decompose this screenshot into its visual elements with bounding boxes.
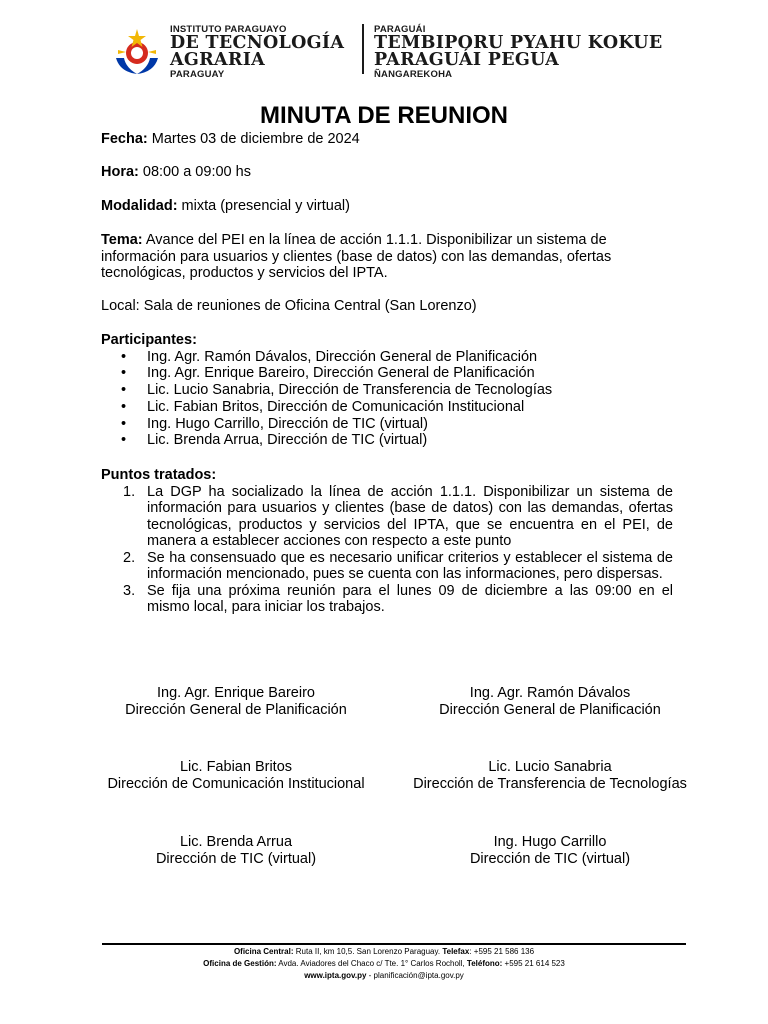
institute-name-line1: DE TECNOLOGÍA <box>170 33 345 53</box>
footer-website-link[interactable]: www.ipta.gov.py <box>304 971 367 980</box>
point-number: 2. <box>123 549 136 566</box>
modalidad-field <box>101 198 673 215</box>
point-number: 1. <box>123 483 136 500</box>
local-text: Local: Sala de reuniones de Oficina Central (San Lorenzo) <box>101 298 477 314</box>
document-title: MINUTA DE REUNION <box>260 102 508 129</box>
hora-label: Hora: <box>101 164 139 180</box>
footer-email-link[interactable]: planificación@ipta.gov.py <box>373 971 464 980</box>
signature-dept: Dirección General de Planificación <box>439 702 661 718</box>
participants-heading: Participantes: <box>101 332 197 348</box>
modalidad-value: mixta (presencial y virtual) <box>177 198 350 214</box>
tema-label: Tema: <box>101 232 143 248</box>
list-item: • Lic. Fabian Britos, Dirección de Comunicación Institucional <box>101 399 673 416</box>
footer-office-label: Oficina Central: <box>233 947 294 956</box>
signature-block <box>86 759 386 793</box>
participants-list <box>101 349 673 450</box>
footer-line-2 <box>0 958 768 970</box>
local-field <box>101 298 673 315</box>
modalidad-label: Modalidad: <box>101 198 178 214</box>
participants-section <box>101 332 673 449</box>
footer-management-label: Oficina de Gestión: <box>203 959 277 968</box>
list-item: • Ing. Agr. Ramón Dávalos, Dirección General de Planificación <box>101 349 673 366</box>
footer-office-address: Ruta II, km 10,5. San Lorenzo Paraguay. <box>293 947 443 956</box>
tema-value: Avance del PEI en la línea de acción 1.1.1. Disponibilizar un sistema de información para usuarios y clientes (base de datos) con las demandas, ofertas tecnológicas, productos y servicios del IPTA. <box>101 232 612 281</box>
points-list <box>101 484 673 616</box>
signature-name: Ing. Agr. Ramón Dávalos <box>469 685 631 701</box>
fecha-field <box>101 131 673 148</box>
guarani-name-line1: TEMBIPORU PYAHU KOKUE <box>374 33 663 53</box>
institute-name-block <box>170 24 344 80</box>
signature-block <box>400 834 700 868</box>
signature-name: Lic. Lucio Sanabria <box>488 759 612 775</box>
signature-dept: Dirección de TIC (virtual) <box>469 851 631 867</box>
list-item: • Ing. Agr. Enrique Bareiro, Dirección General de Planificación <box>101 365 673 382</box>
list-item <box>101 484 673 550</box>
footer-divider <box>102 943 686 945</box>
signature-block <box>400 759 700 793</box>
header-divider <box>362 24 364 74</box>
signature-block <box>86 834 386 868</box>
list-item: • Lic. Lucio Sanabria, Dirección de Transferencia de Tecnologías <box>101 382 673 399</box>
footer-phone-label: Teléfono: <box>466 959 503 968</box>
signature-block <box>86 685 386 719</box>
footer-phone-number: +595 21 614 523 <box>502 959 565 968</box>
letterhead <box>112 22 682 78</box>
points-heading: Puntos tratados: <box>101 467 217 483</box>
points-section <box>101 467 673 616</box>
signature-name: Lic. Fabian Britos <box>179 759 293 775</box>
signature-dept: Dirección de Comunicación Institucional <box>107 776 365 792</box>
list-item: • Lic. Brenda Arrua, Dirección de TIC (virtual) <box>101 432 673 449</box>
guarani-country: ÑANGAREKOHA <box>374 69 453 80</box>
signature-name: Lic. Brenda Arrua <box>179 834 293 850</box>
footer-management-address: Avda. Aviadores del Chaco c/ Tte. 1° Carlos Rocholl, <box>276 959 467 968</box>
hora-field <box>101 164 673 181</box>
signature-name: Ing. Hugo Carrillo <box>493 834 607 850</box>
signature-block <box>400 685 700 719</box>
guarani-name-line2: PARAGUÁI PEGUA <box>374 50 560 70</box>
signature-dept: Dirección de TIC (virtual) <box>155 851 317 867</box>
point-text: Se ha consensuado que es necesario unificar criterios y establecer el sistema de información mencionado, pues se cuenta con las informaciones, pero dispersas. <box>147 549 673 582</box>
fecha-value: Martes 03 de diciembre de 2024 <box>147 131 360 147</box>
ipta-emblem-icon <box>112 28 162 78</box>
hora-value: 08:00 a 09:00 hs <box>138 164 251 180</box>
footer-telefax-number: : +595 21 586 136 <box>469 947 535 956</box>
point-text: Se fija una próxima reunión para el lunes 09 de diciembre a las 09:00 en el mismo local, para iniciar los trabajos. <box>147 582 673 615</box>
list-item: • Ing. Hugo Carrillo, Dirección de TIC (virtual) <box>101 416 673 433</box>
signature-name: Ing. Agr. Enrique Bareiro <box>157 685 315 701</box>
list-item <box>101 550 673 583</box>
signature-dept: Dirección General de Planificación <box>125 702 347 718</box>
point-text: La DGP ha socializado la línea de acción 1.1.1. Disponibilizar un sistema de información para usuarios y clientes (base de datos) con las demandas, ofertas tecnológicas, productos y servicios del IPTA, que se encuentra en el PEI, de manera a establecer acciones con respecto a este punto <box>147 483 673 549</box>
guarani-small-text: PARAGUÁI <box>374 24 426 35</box>
institute-name-line2: AGRARIA <box>170 50 266 70</box>
signature-dept: Dirección de Transferencia de Tecnologías <box>413 776 687 792</box>
tema-field <box>101 232 673 282</box>
footer-line-1 <box>0 946 768 958</box>
point-number: 3. <box>123 582 136 599</box>
list-item <box>101 583 673 616</box>
fecha-label: Fecha: <box>101 131 148 147</box>
institute-small-text: INSTITUTO PARAGUAYO <box>170 24 287 35</box>
footer-line-3 <box>0 970 768 982</box>
institute-country: PARAGUAY <box>170 69 225 80</box>
footer-telefax-label: Telefax <box>442 947 470 956</box>
guarani-name-block <box>374 24 662 80</box>
footer-separator: - <box>366 971 374 980</box>
